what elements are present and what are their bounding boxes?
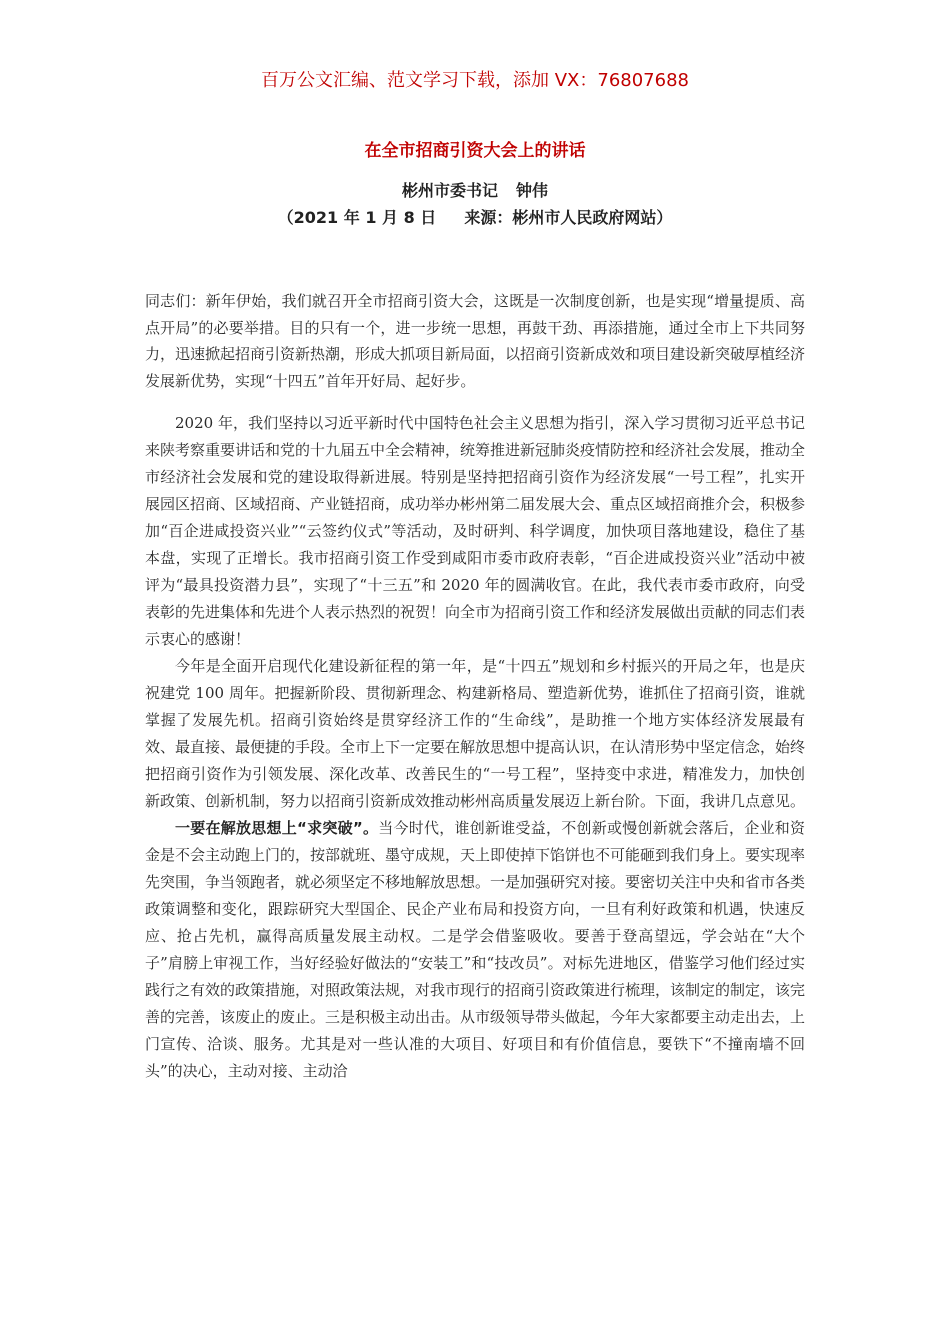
paragraph-outlook: 今年是全面开启现代化建设新征程的第一年，是“十四五”规划和乡村振兴的开局之年，也是庆祝建党 100 周年。把握新阶段、贯彻新理念、构建新格局、塑造新优势，谁抓住了招商引资，谁就掌握了发展先机。招商引资始终是贯穿经济工作的“生命线”，是助推一个地方实体经济发展最有效、最直接、最便捷的手段。全市上下一定要在解放思想中提高认识，在认清形势中坚定信念，始终把招商引资作为引领发展、深化改革、改善民生的“一号工程”，坚持变中求进，精准发力，加快创新政策、创新机制，努力以招商引资新成效推动彬州高质量发展迈上新台阶。下面，我讲几点意见。: [145, 657, 806, 810]
speech-title: 在全市招商引资大会上的讲话: [364, 141, 586, 161]
speech-date: （2021 年 1 月 8 日: [277, 208, 437, 227]
point-one-text: 当今时代，谁创新谁受益，不创新或慢创新就会落后，企业和资金是不会主动跑上门的，按部就班、墨守成规，天上即使掉下馅饼也不可能砸到我们身上。要实现率先突围，争当领跑者，就必须坚定不移地解放思想。一是加强研究对接。要密切关注中央和省市各类政策调整和变化，跟踪研究大型国企、民企产业布局和投资方向，一旦有利好政策和机遇，快速反应、抢占先机，赢得高质量发展主动权。二是学会借鉴吸收。要善于登高望远，学会站在“大个子”肩膀上审视工作，当好经验好做法的“安装工”和“技改员”。对标先进地区，借鉴学习他们经过实践行之有效的政策措施，对照政策法规，对我市现行的招商引资政策进行梳理，该制定的制定，该完善的完善，该废止的废止。三是积极主动出击。从市级领导带头做起，今年大家都要主动走出去，上门宣传、洽谈、服务。尤其是对一些认准的大项目、好项目和有价值信息，要铁下“不撞南墙不回头”的决心，主动对接、主动洽: [145, 819, 806, 1080]
promo-banner: 百万公文汇编、范文学习下载，添加 VX：76807688: [261, 70, 689, 91]
author-line: [0, 178, 950, 204]
paragraph-review-2020: 2020 年，我们坚持以习近平新时代中国特色社会主义思想为指引，深入学习贯彻习近平总书记来陕考察重要讲话和党的十九届五中全会精神，统筹推进新冠肺炎疫情防控和经济社会发展，推动全市经济社会发展和党的建设取得新进展。特别是坚持把招商引资作为经济发展“一号工程”，扎实开展园区招商、区域招商、产业链招商，成功举办彬州第二届发展大会、重点区域招商推介会，积极参加“百企进咸投资兴业”“云签约仪式”等活动，及时研判、科学调度，加快项目落地建设，稳住了基本盘，实现了正增长。我市招商引资工作受到咸阳市委市政府表彰，“百企进咸投资兴业”活动中被评为“最具投资潜力县”，实现了“十三五”和 2020 年的圆满收官。在此，我代表市委市政府，向受表彰的先进集体和先进个人表示热烈的祝贺！向全市为招商引资工作和经济发展做出贡献的同志们表示衷心的感谢！: [145, 414, 806, 648]
dateline: [0, 205, 950, 231]
speech-body: [145, 288, 805, 1085]
author-org: 彬州市委书记: [401, 181, 498, 200]
speech-source: 来源：彬州市人民政府网站）: [464, 208, 673, 227]
paragraph-point-one: [145, 815, 805, 1085]
paragraph-greeting: 同志们：新年伊始，我们就召开全市招商引资大会，这既是一次制度创新，也是实现“增量提质、高点开局”的必要举措。目的只有一个，进一步统一思想，再鼓干劲、再添措施，通过全市上下共同努力，迅速掀起招商引资新热潮，形成大抓项目新局面，以招商引资新成效和项目建设新突破厚植经济发展新优势，实现“十四五”首年开好局、起好步。: [145, 292, 806, 390]
author-name: 钟伟: [516, 181, 549, 200]
point-one-heading: 一要在解放思想上“求突破”。: [175, 819, 379, 837]
